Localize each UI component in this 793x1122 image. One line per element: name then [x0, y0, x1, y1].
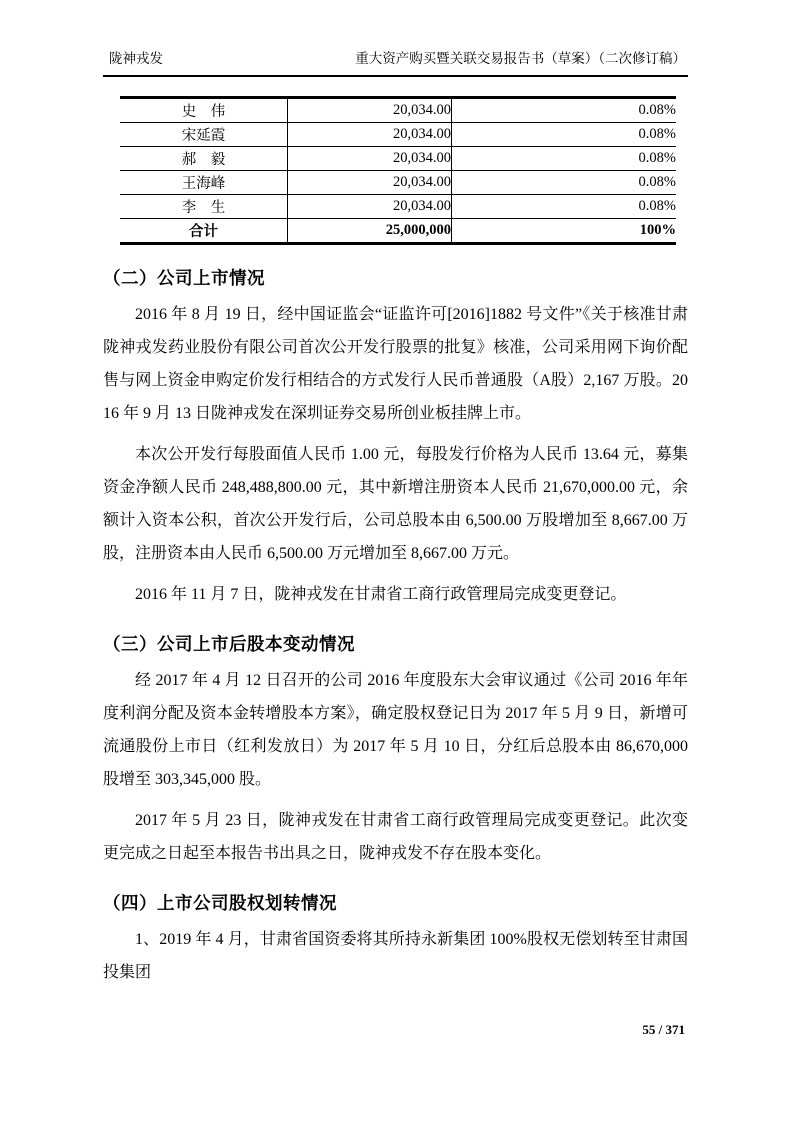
table-total-row [120, 219, 676, 244]
share-percentage: 0.08% [452, 171, 677, 195]
table-row [120, 98, 676, 123]
table-row [120, 171, 676, 195]
section-heading-share-capital-changes: （三）公司上市后股本变动情况 [103, 634, 355, 654]
total-percentage: 100% [452, 219, 677, 244]
share-amount: 20,034.00 [288, 195, 452, 219]
page-number: 55 / 371 [642, 1022, 685, 1037]
table-row [120, 195, 676, 219]
share-percentage: 0.08% [452, 195, 677, 219]
section-heading-company-listing: （二）公司上市情况 [103, 268, 265, 288]
paragraph: 2017 年 5 月 23 日，陇神戎发在甘肃省工商行政管理局完成变更登记。此次变更完成之日起至本报告书出具之日，陇神戎发不存在股本变化。 [103, 812, 688, 862]
document-header [103, 50, 688, 77]
total-label: 合计 [120, 219, 288, 244]
section-heading-equity-transfer: （四）上市公司股权划转情况 [103, 893, 337, 913]
share-percentage: 0.08% [452, 98, 677, 123]
shareholder-name: 史 伟 [181, 104, 226, 120]
paragraph: 2016 年 8 月 19 日，经中国证监会“证监许可[2016]1882 号文件”《关于核准甘肃陇神戎发药业股份有限公司首次公开发行股票的批复》核准，公司采用网下询价配售与网上资金申购定价发行相结合的方式发行人民币普通股（A股）2,167 万股。2016 年 9 月 13 日陇神戎发在深圳证券交易所创业板挂牌上市。 [103, 306, 688, 422]
share-percentage: 0.08% [452, 147, 677, 171]
company-short-name: 陇神戎发 [109, 51, 163, 66]
shareholder-name: 李 生 [120, 195, 288, 219]
share-amount: 20,034.00 [288, 98, 452, 123]
table-row [120, 147, 676, 171]
paragraph: 经 2017 年 4 月 12 日召开的公司 2016 年度股东大会审议通过《公司 2016 年年度利润分配及资本金转增股本方案》，确定股权登记日为 2017 年 5 月 9 日，新增可流通股份上市日（红利发放日）为 2017 年 5 月 10 日，分红后总股本由 86,670,000 股增至 303,345,000 股。 [103, 672, 688, 788]
shareholder-name: 宋延霞 [120, 123, 288, 147]
share-percentage: 0.08% [452, 123, 677, 147]
paragraph: 1、2019 年 4 月，甘肃省国资委将其所持永新集团 100%股权无偿划转至甘肃国投集团 [103, 931, 688, 981]
table-row [120, 123, 676, 147]
share-amount: 20,034.00 [288, 171, 452, 195]
paragraph: 本次公开发行每股面值人民币 1.00 元，每股发行价格为人民币 13.64 元，募集资金净额人民币 248,488,800.00 元，其中新增注册资本人民币 21,670,000.00 元，余额计入资本公积，首次公开发行后，公司总股本由 6,500.00 万股增加至 8,667.00 万股，注册资本由人民币 6,500.00 万元增加至 8,667.00 万元。 [103, 446, 688, 562]
shareholder-table [120, 96, 676, 245]
shareholder-name: 王海峰 [120, 171, 288, 195]
paragraph: 2016 年 11 月 7 日，陇神戎发在甘肃省工商行政管理局完成变更登记。 [135, 586, 627, 603]
share-amount: 20,034.00 [288, 123, 452, 147]
report-title: 重大资产购买暨关联交易报告书（草案）（二次修订稿） [355, 51, 686, 66]
shareholder-name: 郝 毅 [120, 147, 288, 171]
total-amount: 25,000,000 [288, 219, 452, 244]
share-amount: 20,034.00 [288, 147, 452, 171]
